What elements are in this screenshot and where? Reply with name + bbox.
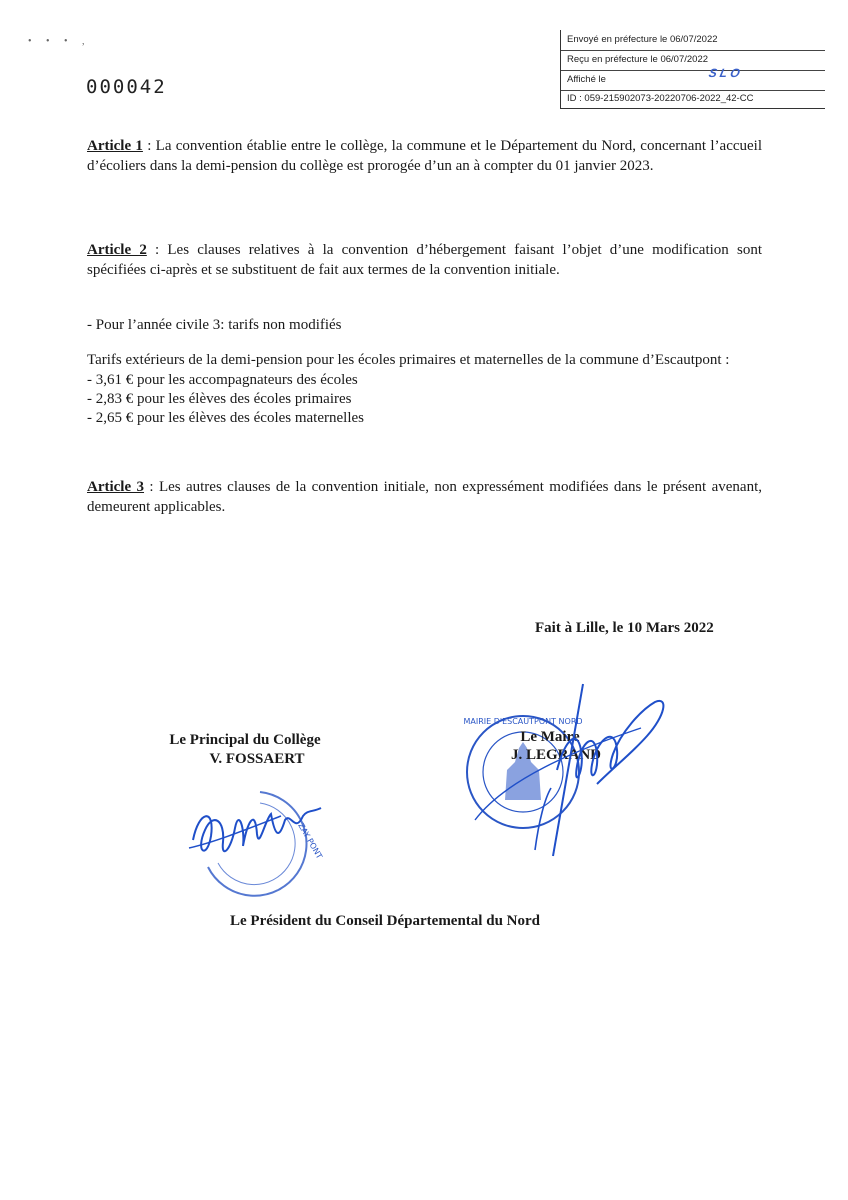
principal-signature: [185, 790, 325, 875]
year-line: - Pour l’année civile 3: tarifs non modifiés: [87, 317, 342, 333]
maire-title: Le Maire: [520, 729, 580, 745]
act-id: ID : 059-215902073-20220706-2022_42-CC: [567, 93, 754, 104]
tariff-item: - 2,83 € pour les élèves des écoles primaires: [87, 391, 352, 407]
tariffs-intro: Tarifs extérieurs de la demi-pension pour les écoles primaires et maternelles de la commune d’Escautpont :: [87, 352, 730, 368]
maire-name: J. LEGRAND: [510, 747, 601, 763]
prefecture-stamp: [560, 30, 825, 109]
article-1-text: : La convention établie entre le collège, la commune et le Département du Nord, concernant l’accueil d’écoliers dans la demi-pension du collège est prorogée d’un an à compter du 01 janvier 2023.: [87, 138, 762, 174]
document-number: 000042: [86, 76, 167, 98]
tariff-item: - 2,65 € pour les élèves des écoles maternelles: [87, 410, 364, 426]
article-2-text: : Les clauses relatives à la convention d’hébergement faisant l’objet d’une modification sont spécifiées ci-après et se substituent de fait aux termes de la convention initiale.: [87, 242, 762, 278]
article-3-label: Article 3: [87, 479, 145, 495]
stamp-divider: [561, 50, 825, 51]
received-date: Reçu en préfecture le 06/07/2022: [567, 54, 709, 65]
posted-label: Affiché le: [567, 74, 606, 85]
principal-title: Le Principal du Collège: [169, 732, 321, 748]
article-1: [87, 136, 762, 176]
maire-seal-text: MAIRIE D'ESCAUTPONT NORD: [463, 717, 583, 726]
place-date: Fait à Lille, le 10 Mars 2022: [535, 620, 714, 636]
tariff-item: - 3,61 € pour les accompagnateurs des écoles: [87, 372, 358, 388]
article-2: [87, 240, 762, 280]
article-3-text: : Les autres clauses de la convention initiale, non expressément modifiées dans le présent avenant, demeurent applicables.: [87, 479, 762, 515]
stamp-divider: [561, 70, 825, 71]
principal-seal-text: ZAY PONT: [296, 821, 324, 861]
slo-mark: SLO: [707, 66, 745, 80]
article-3: [87, 477, 762, 517]
article-2-label: Article 2: [87, 242, 147, 258]
margin-marks: • • • ,: [28, 36, 91, 47]
article-1-label: Article 1: [87, 138, 143, 154]
president-title: Le Président du Conseil Départemental du Nord: [230, 913, 540, 929]
stamp-divider: [561, 90, 825, 91]
principal-name: V. FOSSAERT: [209, 751, 305, 767]
maire-signature: [465, 680, 675, 860]
sent-date: Envoyé en préfecture le 06/07/2022: [567, 34, 718, 45]
